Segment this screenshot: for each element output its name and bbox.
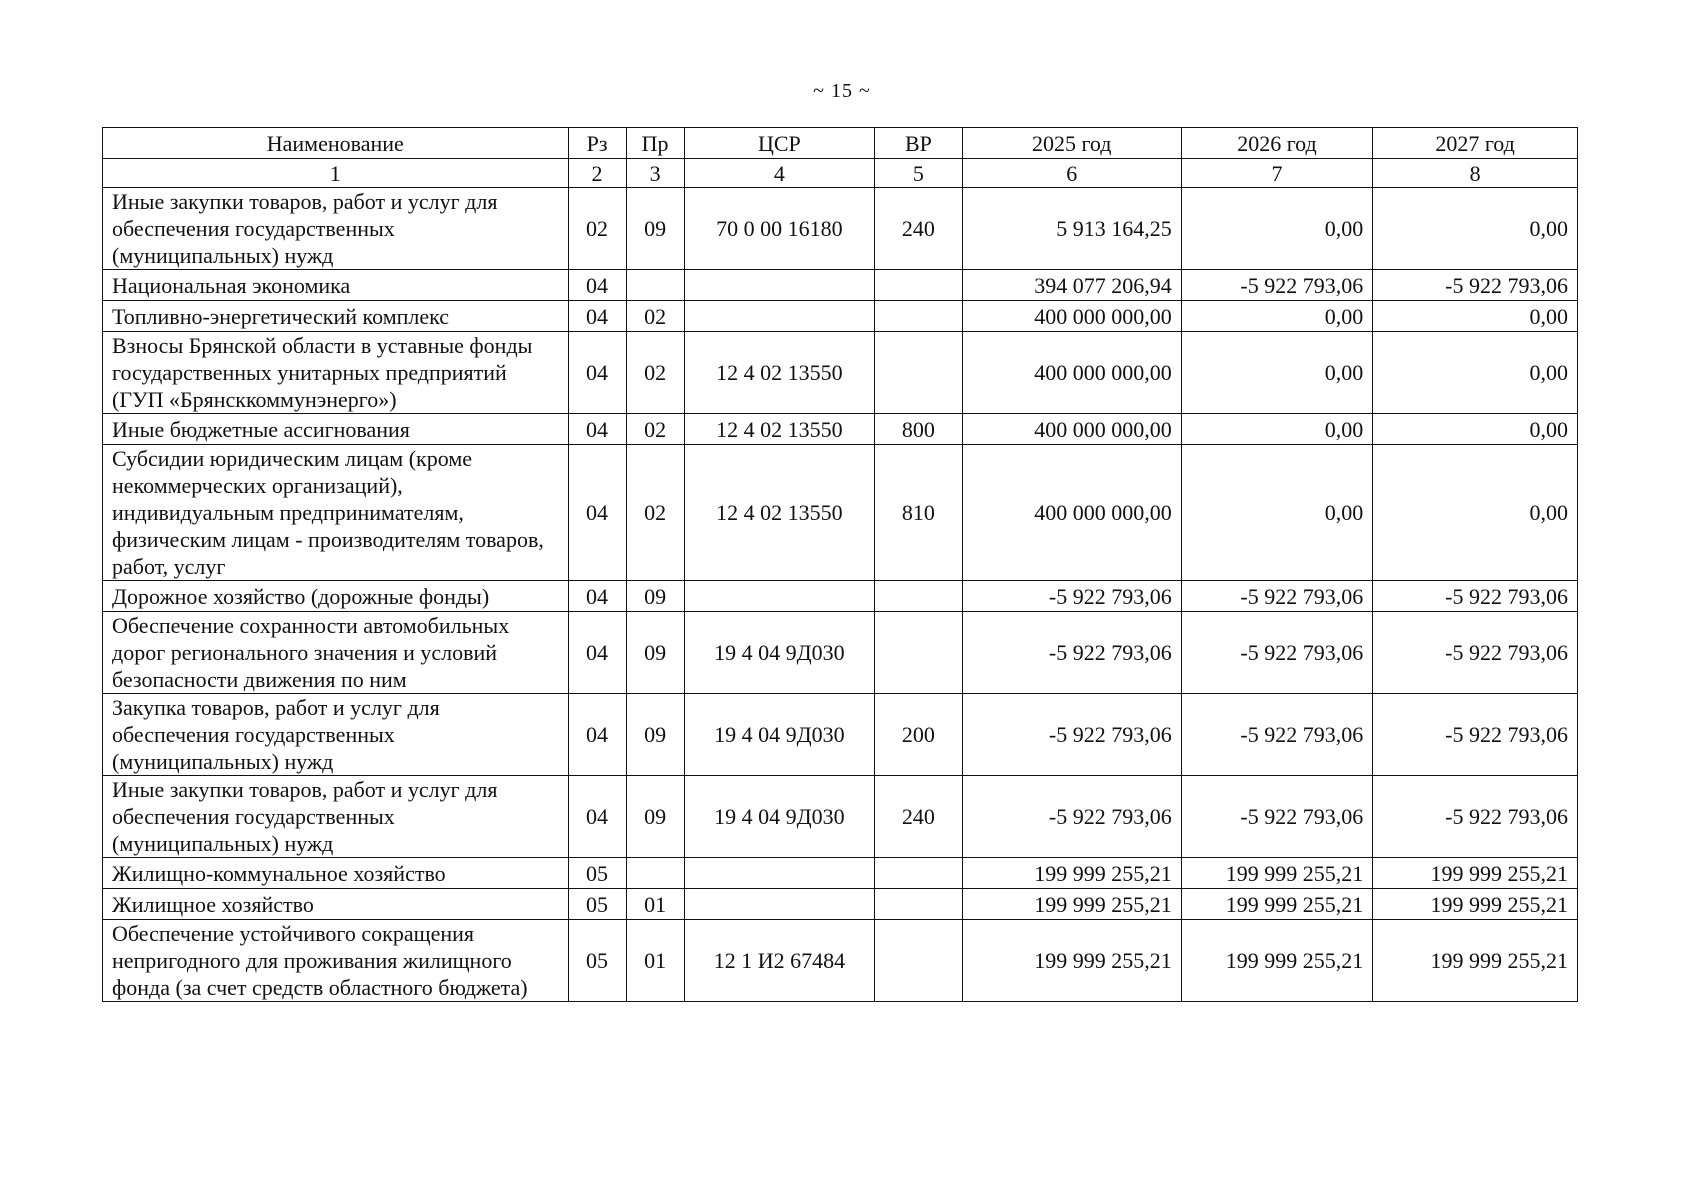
row-2026: -5 922 793,06 — [1181, 581, 1373, 612]
row-csr: 70 0 00 16180 — [684, 188, 874, 270]
row-name: Закупка товаров, работ и услуг для обеспечения государственных (муниципальных) нужд — [103, 694, 569, 776]
row-name: Обеспечение устойчивого сокращения непригодного для проживания жилищного фонда (за счет средств областного бюджета) — [103, 920, 569, 1002]
row-vr — [875, 332, 963, 414]
row-2027: 199 999 255,21 — [1373, 889, 1578, 920]
row-pr — [626, 270, 684, 301]
table-row — [103, 445, 1578, 581]
header-csr: ЦСР — [684, 128, 874, 159]
row-2027: 0,00 — [1373, 445, 1578, 581]
row-name: Иные закупки товаров, работ и услуг для обеспечения государственных (муниципальных) нужд — [103, 776, 569, 858]
row-pr: 09 — [626, 581, 684, 612]
row-2026: 199 999 255,21 — [1181, 858, 1373, 889]
row-vr — [875, 270, 963, 301]
row-2027: 0,00 — [1373, 188, 1578, 270]
row-2025: -5 922 793,06 — [962, 612, 1181, 694]
row-vr — [875, 858, 963, 889]
row-2027: 0,00 — [1373, 414, 1578, 445]
row-2026: 0,00 — [1181, 414, 1373, 445]
row-2025: -5 922 793,06 — [962, 776, 1181, 858]
column-number-row — [103, 159, 1578, 188]
row-rz: 04 — [568, 270, 626, 301]
row-2025: 5 913 164,25 — [962, 188, 1181, 270]
row-vr — [875, 889, 963, 920]
row-2026: 199 999 255,21 — [1181, 889, 1373, 920]
row-vr — [875, 920, 963, 1002]
row-vr: 240 — [875, 188, 963, 270]
table-row — [103, 332, 1578, 414]
row-name: Взносы Брянской области в уставные фонды государственных унитарных предприятий (ГУП «Брянсккоммунэнерго») — [103, 332, 569, 414]
row-2026: 199 999 255,21 — [1181, 920, 1373, 1002]
row-rz: 04 — [568, 612, 626, 694]
row-csr: 19 4 04 9Д030 — [684, 694, 874, 776]
column-number: 7 — [1181, 159, 1373, 188]
row-2026: -5 922 793,06 — [1181, 612, 1373, 694]
row-csr — [684, 581, 874, 612]
row-csr — [684, 270, 874, 301]
row-2026: 0,00 — [1181, 445, 1373, 581]
header-row — [103, 128, 1578, 159]
row-pr: 02 — [626, 301, 684, 332]
column-number: 2 — [568, 159, 626, 188]
row-pr: 01 — [626, 920, 684, 1002]
table-row — [103, 858, 1578, 889]
row-name: Субсидии юридическим лицам (кроме некоммерческих организаций), индивидуальным предпринимателям, физическим лицам - производителям товаров, работ, услуг — [103, 445, 569, 581]
row-csr: 19 4 04 9Д030 — [684, 612, 874, 694]
row-2025: 400 000 000,00 — [962, 414, 1181, 445]
row-vr — [875, 581, 963, 612]
row-name: Топливно-энергетический комплекс — [103, 301, 569, 332]
row-csr — [684, 301, 874, 332]
row-2027: -5 922 793,06 — [1373, 581, 1578, 612]
row-2025: 199 999 255,21 — [962, 920, 1181, 1002]
row-name: Жилищное хозяйство — [103, 889, 569, 920]
row-2027: -5 922 793,06 — [1373, 694, 1578, 776]
table-row — [103, 301, 1578, 332]
row-2025: 400 000 000,00 — [962, 332, 1181, 414]
row-rz: 04 — [568, 776, 626, 858]
row-vr — [875, 301, 963, 332]
row-name: Дорожное хозяйство (дорожные фонды) — [103, 581, 569, 612]
page-number: ~ 15 ~ — [813, 80, 871, 102]
row-csr — [684, 858, 874, 889]
column-number: 4 — [684, 159, 874, 188]
column-number: 8 — [1373, 159, 1578, 188]
row-2027: -5 922 793,06 — [1373, 612, 1578, 694]
header-2027: 2027 год — [1373, 128, 1578, 159]
table-row — [103, 776, 1578, 858]
table-row — [103, 188, 1578, 270]
row-rz: 05 — [568, 858, 626, 889]
header-rz: Рз — [568, 128, 626, 159]
row-pr — [626, 858, 684, 889]
row-rz: 04 — [568, 694, 626, 776]
header-2025: 2025 год — [962, 128, 1181, 159]
row-2026: -5 922 793,06 — [1181, 270, 1373, 301]
row-pr: 02 — [626, 332, 684, 414]
row-2025: -5 922 793,06 — [962, 581, 1181, 612]
row-csr: 12 1 И2 67484 — [684, 920, 874, 1002]
row-rz: 04 — [568, 301, 626, 332]
row-2027: 0,00 — [1373, 301, 1578, 332]
column-number: 1 — [103, 159, 569, 188]
row-vr — [875, 612, 963, 694]
row-vr: 200 — [875, 694, 963, 776]
row-csr: 12 4 02 13550 — [684, 332, 874, 414]
row-name: Иные закупки товаров, работ и услуг для обеспечения государственных (муниципальных) нужд — [103, 188, 569, 270]
header-vr: ВР — [875, 128, 963, 159]
row-vr: 800 — [875, 414, 963, 445]
table-row — [103, 920, 1578, 1002]
table-row — [103, 581, 1578, 612]
row-pr: 09 — [626, 776, 684, 858]
row-2025: 400 000 000,00 — [962, 301, 1181, 332]
row-pr: 09 — [626, 612, 684, 694]
table-row — [103, 889, 1578, 920]
row-pr: 02 — [626, 445, 684, 581]
row-vr: 240 — [875, 776, 963, 858]
row-name: Обеспечение сохранности автомобильных дорог регионального значения и условий безопасности движения по ним — [103, 612, 569, 694]
header-2026: 2026 год — [1181, 128, 1373, 159]
row-rz: 02 — [568, 188, 626, 270]
table-row — [103, 414, 1578, 445]
row-2026: -5 922 793,06 — [1181, 694, 1373, 776]
row-pr: 02 — [626, 414, 684, 445]
row-2026: -5 922 793,06 — [1181, 776, 1373, 858]
row-name: Жилищно-коммунальное хозяйство — [103, 858, 569, 889]
budget-table — [102, 127, 1578, 1002]
row-2027: 199 999 255,21 — [1373, 858, 1578, 889]
table-row — [103, 612, 1578, 694]
row-2026: 0,00 — [1181, 332, 1373, 414]
row-2025: 199 999 255,21 — [962, 858, 1181, 889]
column-number: 3 — [626, 159, 684, 188]
row-2027: -5 922 793,06 — [1373, 776, 1578, 858]
row-name: Национальная экономика — [103, 270, 569, 301]
row-2025: 400 000 000,00 — [962, 445, 1181, 581]
row-csr: 19 4 04 9Д030 — [684, 776, 874, 858]
row-2027: -5 922 793,06 — [1373, 270, 1578, 301]
column-number: 6 — [962, 159, 1181, 188]
row-2025: 394 077 206,94 — [962, 270, 1181, 301]
row-rz: 04 — [568, 445, 626, 581]
column-number: 5 — [875, 159, 963, 188]
table-row — [103, 694, 1578, 776]
row-2026: 0,00 — [1181, 188, 1373, 270]
row-2025: 199 999 255,21 — [962, 889, 1181, 920]
row-rz: 05 — [568, 920, 626, 1002]
row-pr: 09 — [626, 188, 684, 270]
header-pr: Пр — [626, 128, 684, 159]
row-2027: 199 999 255,21 — [1373, 920, 1578, 1002]
row-name: Иные бюджетные ассигнования — [103, 414, 569, 445]
table-row — [103, 270, 1578, 301]
row-2027: 0,00 — [1373, 332, 1578, 414]
row-rz: 04 — [568, 414, 626, 445]
row-csr: 12 4 02 13550 — [684, 445, 874, 581]
header-name: Наименование — [103, 128, 569, 159]
row-rz: 04 — [568, 581, 626, 612]
row-csr — [684, 889, 874, 920]
row-csr: 12 4 02 13550 — [684, 414, 874, 445]
row-2026: 0,00 — [1181, 301, 1373, 332]
row-pr: 01 — [626, 889, 684, 920]
row-2025: -5 922 793,06 — [962, 694, 1181, 776]
row-pr: 09 — [626, 694, 684, 776]
row-vr: 810 — [875, 445, 963, 581]
row-rz: 04 — [568, 332, 626, 414]
row-rz: 05 — [568, 889, 626, 920]
